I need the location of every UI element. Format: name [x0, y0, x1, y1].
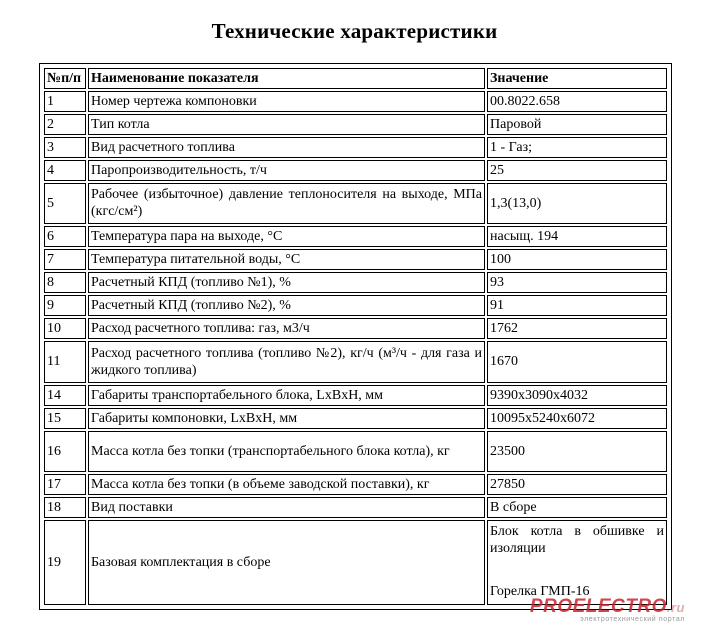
page-title: Технические характеристики	[211, 19, 498, 43]
table-row	[44, 431, 667, 473]
table-row	[44, 226, 667, 247]
row-name: Расчетный КПД (топливо №2), %	[88, 295, 485, 316]
row-value: 93	[487, 272, 667, 293]
row-value: насыщ. 194	[487, 226, 667, 247]
row-name: Масса котла без топки (в объеме заводской поставки), кг	[88, 474, 485, 495]
table-row	[44, 341, 667, 383]
row-name: Расход расчетного топлива: газ, м3/ч	[88, 318, 485, 339]
watermark-logo	[530, 596, 685, 618]
row-num: 16	[44, 431, 86, 473]
row-name: Расчетный КПД (топливо №1), %	[88, 272, 485, 293]
row-value: 10095x5240x6072	[487, 408, 667, 429]
watermark-tagline: электротехнический портал	[580, 616, 685, 623]
row-name: Температура пара на выходе, °С	[88, 226, 485, 247]
row-num: 18	[44, 497, 86, 518]
header-name: Наименование показателя	[88, 68, 485, 89]
row-num: 14	[44, 385, 86, 406]
table-row	[44, 295, 667, 316]
row-value: 27850	[487, 474, 667, 495]
row-value: 9390x3090x4032	[487, 385, 667, 406]
row-num: 3	[44, 137, 86, 158]
row-name: Масса котла без топки (транспортабельного блока котла), кг	[88, 431, 485, 473]
header-num: №п/п	[44, 68, 86, 89]
row-num: 8	[44, 272, 86, 293]
row-name: Рабочее (избыточное) давление теплоносителя на выходе, МПа (кгс/см²)	[88, 183, 485, 225]
row-name: Вид поставки	[88, 497, 485, 518]
table-row	[44, 114, 667, 135]
header-value: Значение	[487, 68, 667, 89]
specs-table	[42, 66, 669, 607]
row-value: Паровой	[487, 114, 667, 135]
row-name: Тип котла	[88, 114, 485, 135]
row-value-multiline	[487, 520, 667, 605]
table-row	[44, 272, 667, 293]
row-value-line2: Горелка ГМП-16	[490, 584, 590, 600]
row-num: 5	[44, 183, 86, 225]
row-value: 00.8022.658	[487, 91, 667, 112]
row-num: 4	[44, 160, 86, 181]
row-value: 1670	[487, 341, 667, 383]
table-row	[44, 474, 667, 495]
row-num: 19	[44, 520, 86, 605]
table-row	[44, 408, 667, 429]
table-row	[44, 137, 667, 158]
row-name: Габариты компоновки, LxBxH, мм	[88, 408, 485, 429]
table-row	[44, 249, 667, 270]
table-row	[44, 183, 667, 225]
row-value: 1762	[487, 318, 667, 339]
row-value: 1 - Газ;	[487, 137, 667, 158]
site-watermark	[530, 596, 685, 623]
watermark-brand: PROELECTRO	[529, 596, 667, 617]
row-value: В сборе	[487, 497, 667, 518]
row-value: 25	[487, 160, 667, 181]
table-row	[44, 497, 667, 518]
table-row	[44, 385, 667, 406]
row-num: 2	[44, 114, 86, 135]
table-row	[44, 318, 667, 339]
row-name: Номер чертежа компоновки	[88, 91, 485, 112]
row-num: 6	[44, 226, 86, 247]
row-value: 100	[487, 249, 667, 270]
row-num: 11	[44, 341, 86, 383]
table-row	[44, 91, 667, 112]
row-name: Расход расчетного топлива (топливо №2), кг/ч (м³/ч - для газа и жидкого топлива)	[88, 341, 485, 383]
row-num: 7	[44, 249, 86, 270]
row-name: Паропроизводительность, т/ч	[88, 160, 485, 181]
table-row	[44, 160, 667, 181]
row-value: 1,3(13,0)	[487, 183, 667, 225]
row-name: Габариты транспортабельного блока, LxBxH, мм	[88, 385, 485, 406]
watermark-tld: .ru	[666, 600, 685, 615]
table-header-row	[44, 68, 667, 89]
row-value-line1: Блок котла в обшивке и изоляции	[490, 524, 664, 557]
row-name: Базовая комплектация в сборе	[88, 520, 485, 605]
row-value: 91	[487, 295, 667, 316]
row-num: 1	[44, 91, 86, 112]
specs-table-frame	[39, 63, 672, 610]
row-name: Вид расчетного топлива	[88, 137, 485, 158]
table-row	[44, 520, 667, 605]
row-name: Температура питательной воды, °С	[88, 249, 485, 270]
row-num: 15	[44, 408, 86, 429]
row-num: 10	[44, 318, 86, 339]
row-value: 23500	[487, 431, 667, 473]
row-num: 9	[44, 295, 86, 316]
row-num: 17	[44, 474, 86, 495]
